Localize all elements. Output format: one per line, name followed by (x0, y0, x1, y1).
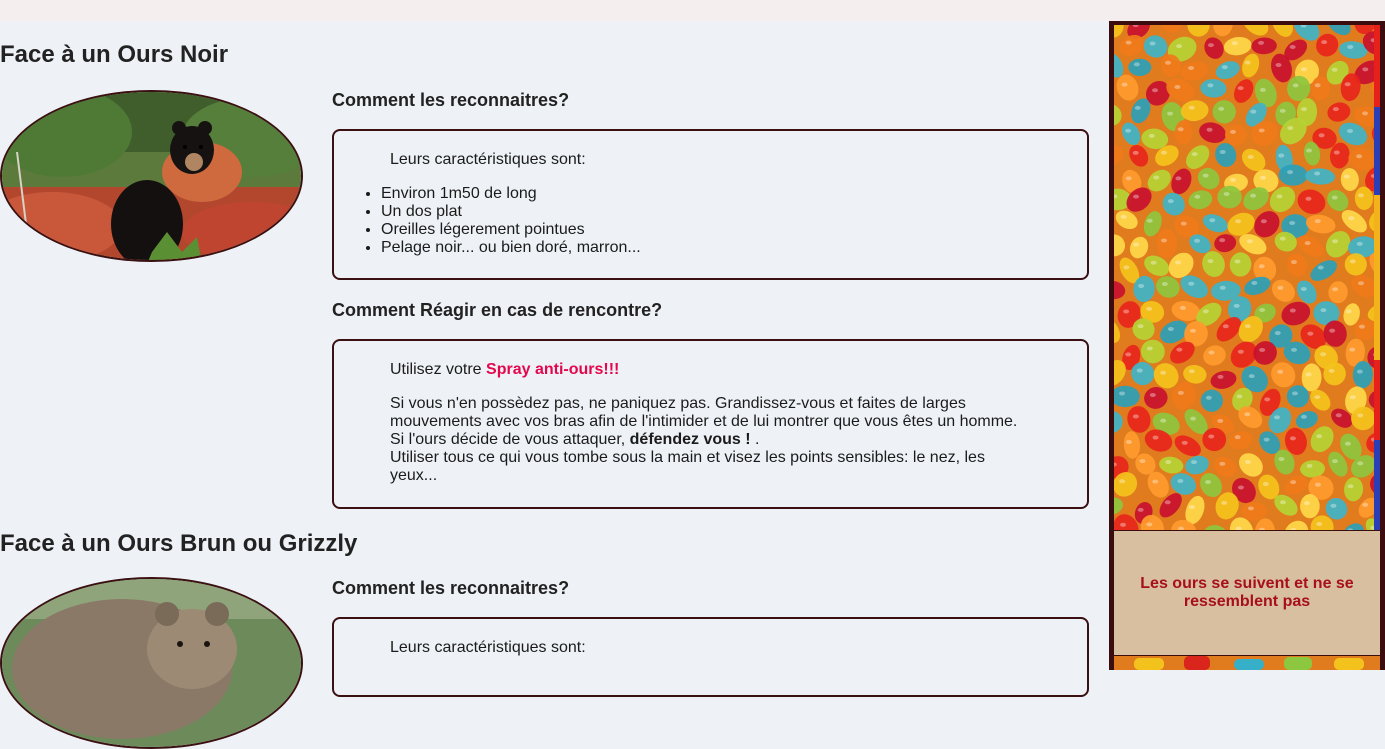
react-intro (390, 361, 1027, 379)
react-paragraph-1: Si vous n'en possèdez pas, ne paniquez pas. Grandissez-vous et faites de larges mouvements avec vos bras afin de l'intimider et de lui montrer que vous êtes un homme. (390, 395, 1027, 431)
react-paragraph-3: Utiliser tous ce qui vous tombe sous la main et visez les points sensibles: le nez, les yeux... (390, 449, 1027, 485)
traits-box-1 (332, 129, 1089, 280)
trait-item: • Pelage noir... ou bien doré, marron... (381, 239, 1087, 257)
black-bear-image (2, 92, 303, 262)
react-heading-1: Comment Réagir en cas de rencontre? (332, 300, 662, 321)
stripe-yellow (1374, 195, 1380, 360)
brown-bear-photo (0, 577, 303, 749)
sidebar (1109, 21, 1385, 670)
traits-list-1 (334, 185, 1087, 257)
brown-bear-image (2, 579, 303, 749)
stripe-blue (1374, 107, 1380, 195)
gummy-bears-graphic-2 (1114, 656, 1380, 670)
stripe-blue (1374, 440, 1380, 530)
main-content (0, 21, 1105, 670)
sidebar-quote: Les ours se suivent et ne se ressemblent pas (1114, 531, 1380, 655)
traits-intro-2: Leurs caractéristiques sont: (334, 639, 1087, 657)
react-p2-suffix: . (751, 431, 760, 448)
stripe-red (1374, 25, 1380, 107)
section-title-brown-bear: Face à un Ours Brun ou Grizzly (0, 530, 357, 558)
trait-item: • Oreilles légerement pointues (381, 221, 1087, 239)
traits-box-2 (332, 617, 1089, 697)
react-paragraph-2 (390, 431, 1027, 449)
section-title-black-bear: Face à un Ours Noir (0, 41, 228, 69)
black-bear-photo (0, 90, 303, 262)
react-p2-bold: défendez vous ! (630, 431, 751, 448)
gummy-bears-image (1114, 25, 1380, 530)
react-p2-prefix: Si l'ours décide de vous attaquer, (390, 431, 630, 448)
trait-item: • Environ 1m50 de long (381, 185, 1087, 203)
react-intro-prefix: Utilisez votre (390, 361, 486, 378)
react-box-1 (332, 339, 1089, 509)
traits-intro-1: Leurs caractéristiques sont: (334, 151, 1087, 169)
identify-heading-2: Comment les reconnaitres? (332, 578, 569, 599)
trait-item: • Un dos plat (381, 203, 1087, 221)
stripe-red (1374, 360, 1380, 440)
top-bar (0, 0, 1385, 21)
gummy-bears-graphic (1114, 25, 1380, 530)
spray-highlight: Spray anti-ours!!! (486, 361, 619, 378)
identify-heading-1: Comment les reconnaitres? (332, 90, 569, 111)
gummy-bears-image-2 (1114, 656, 1380, 670)
